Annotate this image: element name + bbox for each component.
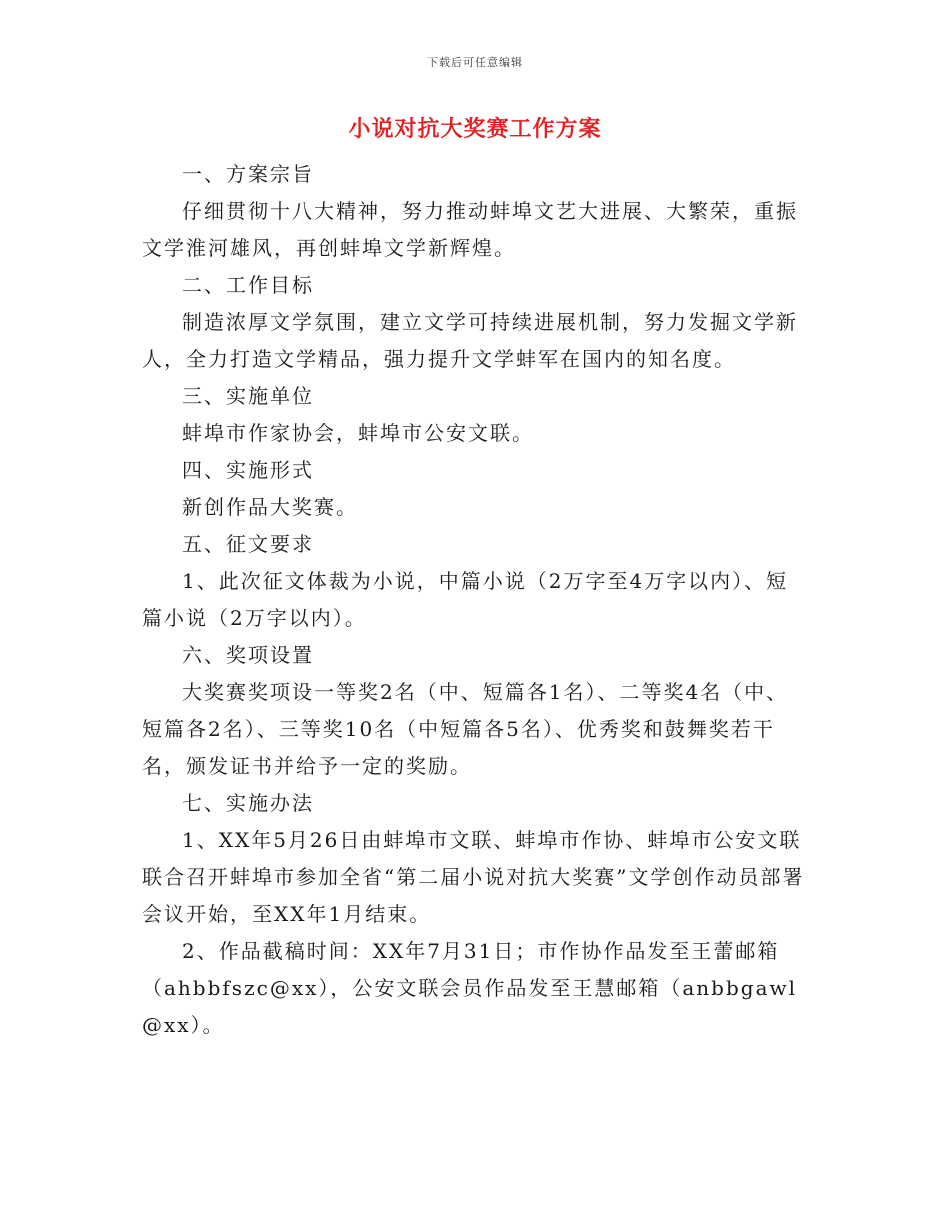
paragraph-goals: 制造浓厚文学氛围，建立文学可持续进展机制，努力发掘文学新人，全力打造文学精品，强力提升文学蚌军在国内的知名度。 xyxy=(142,310,798,371)
paragraph-methods-1: 1、XX年5月26日由蚌埠市文联、蚌埠市作协、蚌埠市公安文联联合召开蚌埠市参加全省“第二届小说对抗大奖赛”文学创作动员部署会议开始，至XX年1月结束。 xyxy=(142,828,805,926)
section-heading-goals: 二、工作目标 xyxy=(182,273,314,297)
paragraph-awards: 大奖赛奖项设一等奖2名（中、短篇各1名）、二等奖4名（中、短篇各2名）、三等奖10名（中短篇各5名）、优秀奖和鼓舞奖若干名，颁发证书并给予一定的奖励。 xyxy=(142,680,789,778)
paragraph-methods-2: 2、作品截稿时间：XX年7月31日；市作协作品发至王蕾邮箱（ahbbfszc@xx），公安文联会员作品发至王慧邮箱（anbbgawl@xx）。 xyxy=(142,939,798,1037)
paragraph-requirements: 1、此次征文体裁为小说，中篇小说（2万字至4万字以内）、短篇小说（2万字以内）。 xyxy=(142,569,789,630)
section-heading-methods: 七、实施办法 xyxy=(182,791,314,815)
document-body xyxy=(142,156,806,1044)
section-heading-format: 四、实施形式 xyxy=(182,458,314,482)
section-heading-purpose: 一、方案宗旨 xyxy=(182,162,314,186)
header-note: 下载后可任意编辑 xyxy=(427,56,523,69)
paragraph-organizers: 蚌埠市作家协会，蚌埠市公安文联。 xyxy=(182,421,534,445)
paragraph-format: 新创作品大奖赛。 xyxy=(182,495,358,519)
section-heading-organizers: 三、实施单位 xyxy=(182,384,314,408)
section-heading-requirements: 五、征文要求 xyxy=(182,532,314,556)
section-heading-awards: 六、奖项设置 xyxy=(182,643,314,667)
paragraph-purpose: 仔细贯彻十八大精神，努力推动蚌埠文艺大进展、大繁荣，重振文学淮河雄风，再创蚌埠文学新辉煌。 xyxy=(142,199,798,260)
document-title: 小说对抗大奖赛工作方案 xyxy=(348,116,602,142)
